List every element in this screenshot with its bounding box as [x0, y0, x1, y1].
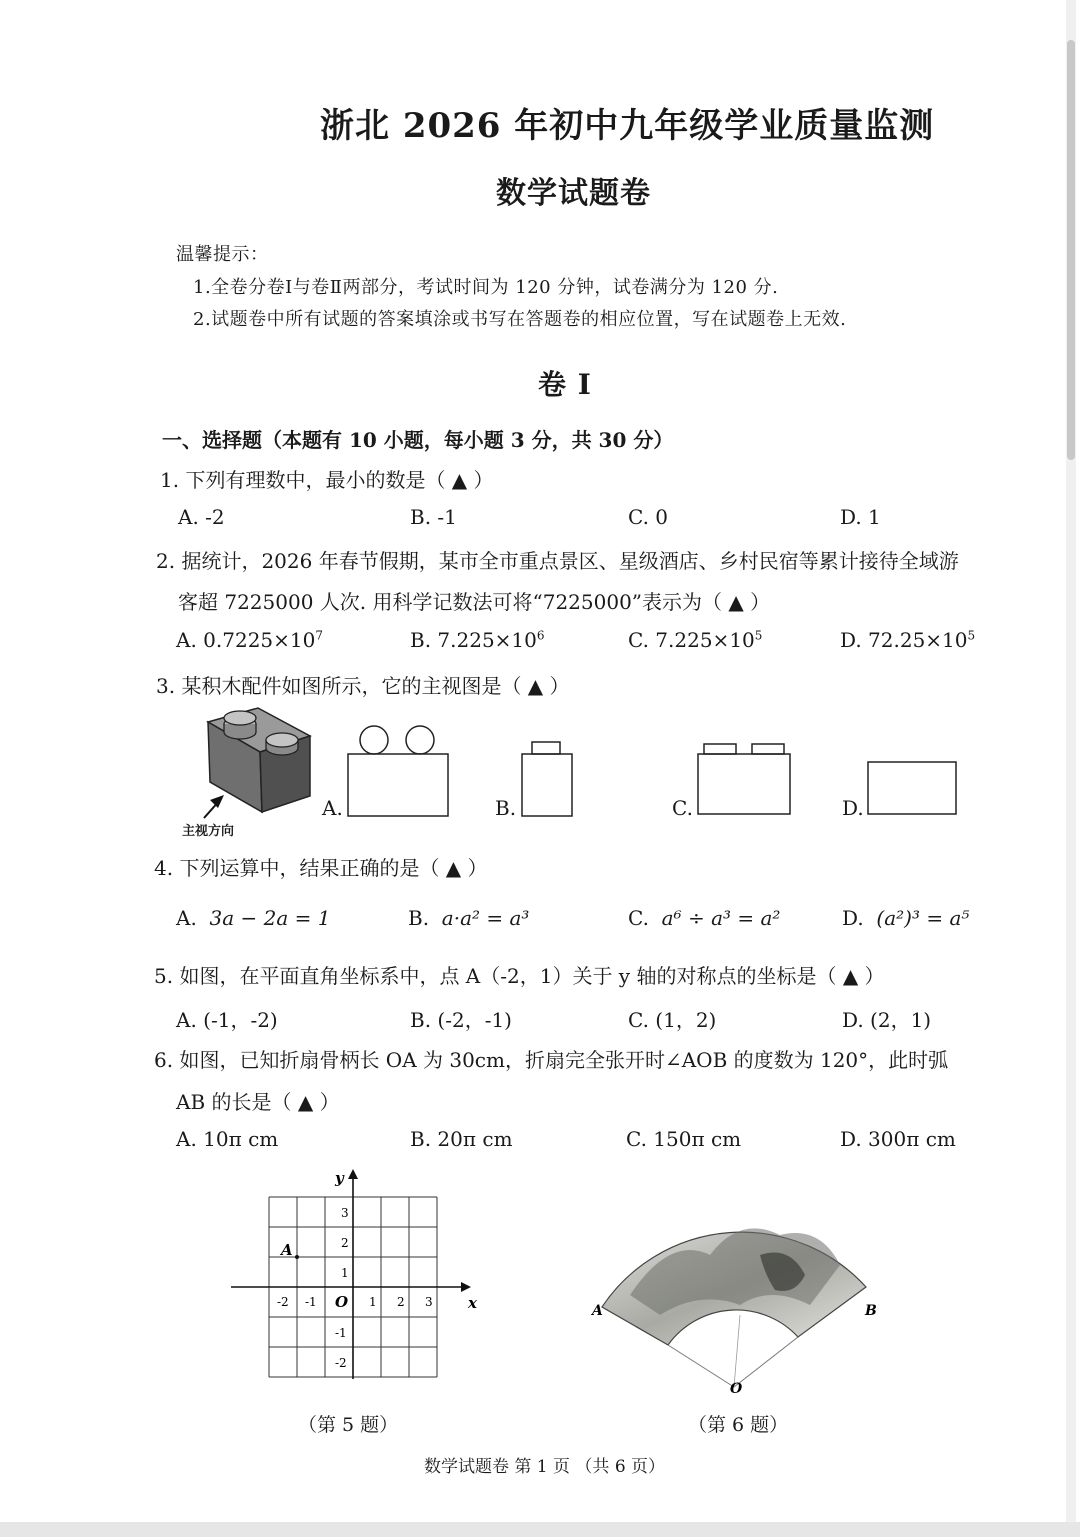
- y-tick-3: 3: [341, 1206, 349, 1220]
- bottom-edge-bar: [0, 1522, 1080, 1537]
- brick-figure: [180, 700, 320, 840]
- point-a-dot: [295, 1255, 299, 1259]
- page-footer: 数学试题卷 第 1 页 （共 6 页）: [424, 1457, 666, 1477]
- fan-handle-left: [668, 1345, 734, 1387]
- stud-1-side: [224, 724, 256, 739]
- q5-option-a: A. (-1，-2): [176, 1008, 278, 1032]
- q4-option-a: A. 3a − 2a = 1: [176, 906, 331, 930]
- q4-option-b: B. a·a² = a³: [408, 906, 530, 930]
- option-a-rect: [348, 754, 448, 816]
- tips-heading: 温馨提示：: [176, 244, 269, 265]
- fan-label-a: A: [592, 1303, 603, 1319]
- q1-option-a: A. -2: [178, 505, 225, 529]
- q3-option-a-label: A.: [322, 796, 343, 820]
- q2-option-d: D. $72.25\times 10^5$: [840, 628, 976, 652]
- q4-option-d: D. (a²)³ = a⁵: [842, 906, 970, 930]
- option-c-body: [698, 754, 790, 814]
- q3-option-b-figure: [518, 738, 580, 820]
- q3-option-c-figure: [694, 740, 796, 818]
- question-5-stem: 5. 如图，在平面直角坐标系中，点 A（-2，1）关于 y 轴的对称点的坐标是（ ▲ ）: [154, 964, 885, 988]
- circle-right: [406, 726, 434, 754]
- y-axis-label: y: [335, 1169, 344, 1187]
- q5-option-d: D. (2，1): [842, 1008, 932, 1032]
- q2-option-a: A. $0.7225\times 10^7$: [176, 628, 323, 652]
- q4-option-c: C. a⁶ ÷ a³ = a²: [628, 906, 781, 930]
- figure-5-caption: （第 5 题）: [298, 1414, 399, 1436]
- coordinate-grid-figure: [225, 1165, 490, 1390]
- q5-option-c: C. (1，2): [628, 1008, 717, 1032]
- y-tick--1: -1: [335, 1326, 347, 1340]
- stud-1-cap: [224, 711, 256, 725]
- question-4-stem: 4. 下列运算中，结果正确的是（ ▲ ）: [154, 856, 488, 880]
- view-arrow-head: [210, 795, 224, 808]
- option-b-body: [522, 754, 572, 816]
- volume-title: 卷 Ⅰ: [538, 368, 592, 401]
- q1-option-c: C. 0: [628, 505, 669, 529]
- question-2-line-2: 客超 7225000 人次. 用科学记数法可将“7225000”表示为（ ▲ ）: [178, 590, 771, 614]
- option-b-stud: [532, 742, 560, 754]
- q6-option-d: D. 300π cm: [840, 1127, 956, 1151]
- x-tick--1: -1: [305, 1295, 317, 1309]
- vertical-scrollbar-thumb[interactable]: [1067, 40, 1075, 460]
- y-tick-2: 2: [341, 1236, 349, 1250]
- exam-subtitle: 数学试题卷: [496, 176, 651, 211]
- tip-item-1: 1.全卷分卷Ⅰ与卷Ⅱ两部分，考试时间为 120 分钟，试卷满分为 120 分.: [193, 277, 779, 298]
- fan-label-b: B: [865, 1303, 877, 1319]
- y-axis-arrow: [348, 1169, 358, 1179]
- question-3-stem: 3. 某积木配件如图所示，它的主视图是（ ▲ ）: [156, 674, 570, 698]
- question-6-line-1: 6. 如图，已知折扇骨柄长 OA 为 30cm，折扇完全张开时∠AOB 的度数为 120°，此时弧: [154, 1048, 949, 1072]
- exam-title: 浙北 2026 年初中九年级学业质量监测: [320, 106, 935, 146]
- fan-handle-right: [734, 1337, 798, 1387]
- q6-option-c: C. 150π cm: [626, 1127, 742, 1151]
- tip-item-2: 2.试题卷中所有试题的答案填涂或书写在答题卷的相应位置，写在试题卷上无效.: [193, 309, 847, 330]
- q3-option-d-figure: [864, 758, 962, 818]
- option-c-stud-right: [752, 744, 784, 754]
- stud-2-cap: [266, 733, 298, 747]
- q1-option-d: D. 1: [840, 505, 881, 529]
- question-6-line-2: AB 的长是（ ▲ ）: [176, 1090, 340, 1114]
- figure-6-caption: （第 6 题）: [688, 1414, 789, 1436]
- option-c-stud-left: [704, 744, 736, 754]
- fan-rib-center: [734, 1315, 740, 1387]
- point-a-label: A: [281, 1241, 293, 1259]
- q1-option-b: B. -1: [410, 505, 457, 529]
- q2-option-c: C. $7.225\times 10^5$: [628, 628, 763, 652]
- fan-label-o: O: [730, 1381, 743, 1397]
- x-axis-label: x: [468, 1294, 477, 1312]
- circle-left: [360, 726, 388, 754]
- x-tick-1: 1: [369, 1295, 377, 1309]
- option-d-rect: [868, 762, 956, 814]
- q3-option-a-figure: [344, 720, 454, 820]
- x-axis-arrow: [461, 1282, 471, 1292]
- q6-option-a: A. 10π cm: [176, 1127, 279, 1151]
- question-1-stem: 1. 下列有理数中，最小的数是（ ▲ ）: [160, 468, 494, 492]
- y-tick--2: -2: [335, 1356, 347, 1370]
- q5-option-b: B. (-2，-1): [410, 1008, 512, 1032]
- q6-option-b: B. 20π cm: [410, 1127, 513, 1151]
- q3-option-c-label: C.: [672, 796, 693, 820]
- q3-option-d-label: D.: [842, 796, 864, 820]
- question-2-line-1: 2. 据统计，2026 年春节假期，某市全市重点景区、星级酒店、乡村民宿等累计接待全域游: [156, 549, 959, 573]
- x-tick-3: 3: [425, 1295, 433, 1309]
- q3-option-b-label: B.: [495, 796, 517, 820]
- view-direction-label: 主视方向: [182, 824, 235, 839]
- x-tick--2: -2: [277, 1295, 289, 1309]
- q2-option-b: B. $7.225\times 10^6$: [410, 628, 545, 652]
- x-tick-2: 2: [397, 1295, 405, 1309]
- fan-painting-mountain: [630, 1228, 840, 1315]
- y-tick-1: 1: [341, 1266, 349, 1280]
- section-title: 一、选择题（本题有 10 小题，每小题 3 分，共 30 分）: [162, 428, 674, 452]
- fan-figure: [590, 1195, 890, 1400]
- origin-label: O: [335, 1293, 349, 1311]
